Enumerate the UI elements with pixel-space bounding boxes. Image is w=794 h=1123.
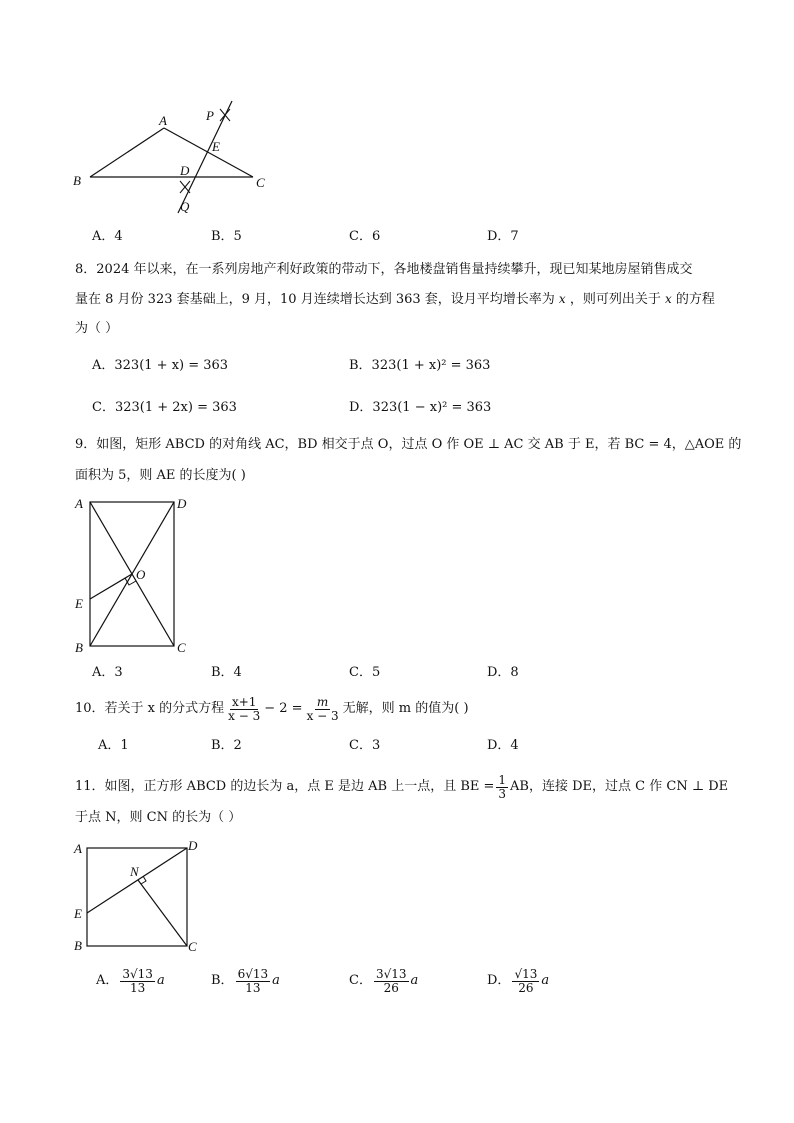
q8-stem-line2-b: ，则可列出关于 (569, 292, 661, 307)
q11-stem-line2: 于点 N，则 CN 的长为（ ） (75, 810, 242, 825)
q11-option-d-var: a (541, 973, 550, 988)
q11-option-c-var: a (410, 973, 419, 988)
q10-option-a: A．1 (98, 738, 129, 753)
q9-label-D: D (177, 496, 187, 511)
q7-label-B: B (73, 173, 81, 188)
q7-option-d: D．7 (487, 229, 519, 244)
q11-label-B: B (74, 938, 82, 953)
q8-option-b: B．323(1 + x)² = 363 (349, 358, 491, 373)
q7-option-b: B．5 (211, 229, 242, 244)
q7-label-P: P (206, 108, 214, 123)
q9-label-A: A (75, 496, 83, 511)
q11-label-A: A (74, 841, 82, 856)
q9-label-E: E (75, 596, 83, 611)
q7-option-c: C．6 (349, 229, 381, 244)
q8-option-a: A．323(1 + x) = 363 (92, 358, 229, 373)
q7-label-Q: Q (180, 199, 190, 214)
q11-option-a-num: 3√13 (122, 966, 153, 981)
q11-stem-line1-b: AB，连接 DE，过点 C 作 CN ⊥ DE (510, 779, 729, 794)
q7-label-C: C (256, 175, 265, 190)
q11-option-d-letter: D． (487, 973, 511, 988)
q11-label-D: D (188, 838, 198, 853)
q10-fraction-left-den: x − 3 (228, 708, 261, 723)
q11-option-d (487, 962, 549, 1000)
q9-option-d: D．8 (487, 665, 519, 680)
q11-option-a-fraction (120, 968, 155, 995)
q9-stem-line2: 面积为 5，则 AE 的长度为( ) (75, 468, 246, 483)
q10-option-b: B．2 (211, 738, 242, 753)
q10-stem (75, 692, 469, 726)
q10-option-d: D．4 (487, 738, 519, 753)
q11-option-c (349, 962, 418, 1000)
q11-stem-line1-a: 11．如图，正方形 ABCD 的边长为 a，点 E 是边 AB 上一点，且 BE = (75, 779, 495, 794)
q11-option-a (96, 962, 165, 1000)
q11-option-b-num: 6√13 (237, 966, 269, 981)
q10-fraction-left (226, 696, 262, 723)
q9-label-B: B (75, 640, 83, 655)
q8-stem-line2-c: 的方程 (675, 292, 715, 307)
q11-option-c-letter: C． (349, 973, 372, 988)
q11-fraction-den: 3 (498, 786, 507, 801)
q11-option-a-var: a (156, 973, 165, 988)
q8-stem-line2 (75, 291, 715, 308)
q9-label-C: C (177, 640, 186, 655)
q9-stem-line1: 9．如图，矩形 ABCD 的对角线 AC，BD 相交于点 O，过点 O 作 OE ⊥ AC 交 AB 于 E，若 BC = 4，△AOE 的 (75, 437, 742, 452)
q8-var-x-1: x (558, 292, 566, 306)
q11-fraction-num: 1 (498, 772, 507, 787)
q11-option-b (211, 962, 280, 1000)
q11-option-d-den: 26 (518, 980, 534, 995)
q9-option-a: A．3 (92, 665, 123, 680)
q10-fraction-right-num: m (316, 694, 329, 709)
q7-label-D: D (180, 163, 190, 178)
q11-option-c-fraction (374, 968, 409, 995)
q8-stem-line2-a: 量在 8 月份 323 套基础上，9 月，10 月连续增长达到 363 套，设月平均增长率为 (75, 292, 555, 307)
q11-option-b-fraction (236, 968, 271, 995)
q11-option-a-letter: A． (96, 973, 119, 988)
q8-var-x-2: x (665, 292, 672, 306)
q7-label-E: E (212, 139, 220, 154)
q11-fraction (496, 774, 508, 801)
q9-label-O: O (136, 567, 146, 582)
q10-fraction-right-den: x − 3 (306, 708, 339, 723)
q7-label-A: A (159, 113, 167, 128)
q11-square-figure (70, 838, 210, 956)
q8-stem-line1: 8．2024 年以来，在一系列房地产利好政策的带动下，各地楼盘销售量持续攀升，现已知某地房屋销售成交 (75, 262, 693, 277)
q11-label-E: E (74, 906, 82, 921)
q10-fraction-right (305, 696, 341, 723)
q10-fraction-left-num: x+1 (231, 694, 257, 709)
q11-option-b-den: 13 (245, 980, 261, 995)
q11-option-b-var: a (272, 973, 280, 988)
q11-label-N: N (130, 864, 139, 879)
q10-option-c: C．3 (349, 738, 381, 753)
q11-option-d-fraction (512, 968, 539, 995)
q7-option-a: A．4 (92, 229, 123, 244)
q11-option-a-den: 13 (130, 980, 146, 995)
q9-option-c: C．5 (349, 665, 381, 680)
q10-stem-suffix: 无解，则 m 的值为( ) (342, 701, 469, 716)
q11-option-d-num: √13 (514, 966, 538, 981)
q10-stem-mid: − 2 = (264, 701, 303, 716)
q10-stem-prefix: 10．若关于 x 的分式方程 (75, 701, 225, 716)
q11-option-c-num: 3√13 (375, 966, 407, 981)
q8-option-d: D．323(1 − x)² = 363 (349, 400, 492, 415)
q11-option-b-letter: B． (211, 973, 234, 988)
q9-option-b: B．4 (211, 665, 242, 680)
q7-triangle-figure (60, 95, 290, 220)
q11-stem-line1 (75, 770, 728, 804)
q8-stem-line3: 为（ ） (75, 321, 119, 336)
q11-option-c-den: 26 (383, 980, 399, 995)
q8-option-c: C．323(1 + 2x) = 363 (92, 400, 237, 415)
q9-rectangle-figure (70, 492, 200, 658)
q11-label-C: C (188, 939, 197, 954)
